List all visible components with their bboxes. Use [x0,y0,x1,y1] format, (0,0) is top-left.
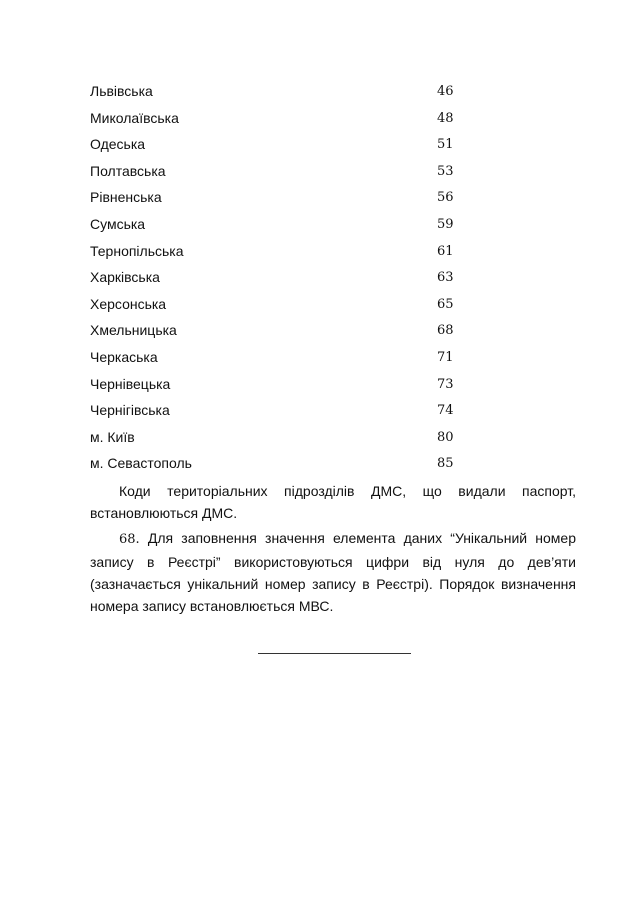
list-item [90,399,460,426]
region-name: Одеська [90,136,146,153]
region-name: Полтавська [90,162,166,179]
region-code: 51 [437,137,454,153]
paragraph-68 [90,527,576,617]
region-code: 46 [437,84,454,99]
region-code: 59 [437,216,454,232]
region-name: м. Севастополь [90,455,192,472]
region-code: 73 [437,376,454,392]
region-code: 74 [437,403,454,419]
region-name: м. Київ [90,428,135,445]
paragraph-text: Коди територіальних підрозділів ДМС, що видали паспорт, встановлюються ДМС. [90,483,576,521]
region-name: Львівська [90,83,153,99]
list-item [90,373,460,400]
region-code: 68 [437,323,454,339]
region-name: Херсонська [90,295,167,312]
list-item [90,133,460,160]
region-name: Чернігівська [90,402,170,419]
list-item [90,240,460,267]
list-item [90,213,460,240]
list-item [90,266,460,293]
region-name: Чернівецька [90,375,171,392]
list-item [90,160,460,187]
region-code: 56 [437,190,454,206]
region-code-list [90,80,460,479]
region-name: Харківська [90,269,160,286]
region-name: Сумська [90,215,146,232]
region-code: 65 [437,296,454,312]
list-item [90,186,460,213]
region-name: Миколаївська [90,109,179,126]
region-name: Хмельницька [90,322,177,339]
list-item [90,107,460,134]
list-item [90,293,460,320]
region-code: 61 [437,243,454,259]
region-code: 80 [437,429,454,445]
end-separator-line [258,653,411,654]
paragraph-text: Для заповнення значення елемента даних “Унікальний номер запису в Реєстрі” використовуються цифри від нуля до дев’яти (зазначається унікальний номер запису в Реєстрі). Порядок визначення номера запису встановлюється МВС. [90,530,576,614]
region-name: Рівненська [90,189,162,206]
paragraph-dms-codes [90,480,576,524]
list-item [90,452,460,479]
region-name: Черкаська [90,348,158,365]
list-item [90,426,460,453]
region-code: 53 [437,163,454,179]
region-code: 71 [437,349,454,365]
list-item [90,346,460,373]
paragraph-number: 68. [119,532,140,547]
region-code: 63 [437,270,454,286]
list-item [90,319,460,346]
region-code: 85 [437,456,454,472]
region-code: 48 [437,110,454,126]
region-name: Тернопільська [90,242,184,259]
list-item [90,80,460,107]
